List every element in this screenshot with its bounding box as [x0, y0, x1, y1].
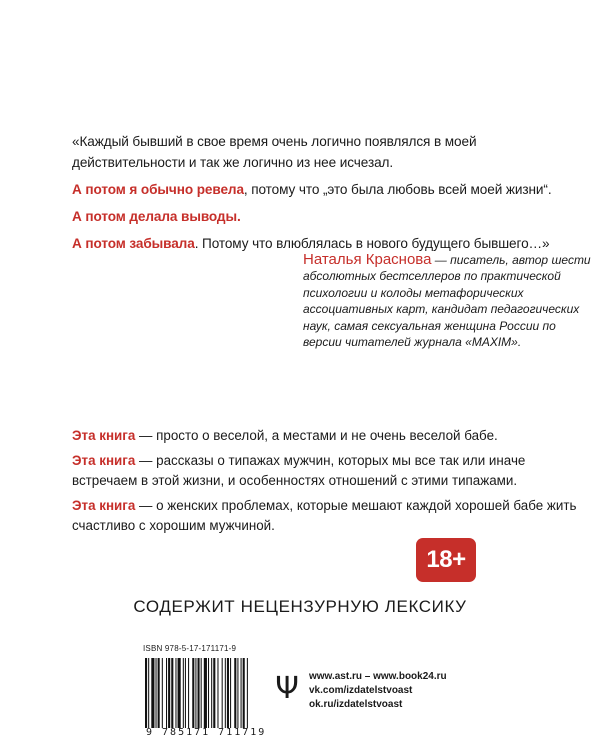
author-name: Наталья Краснова — [303, 251, 432, 268]
quote-line-1: «Каждый бывший в свое время очень логично появлялся в моей действительности и так же логично из нее исчезал. — [72, 134, 477, 170]
barcode-digits: 9 785171 711719 — [146, 727, 267, 738]
content-warning: СОДЕРЖИТ НЕЦЕНЗУРНУЮ ЛЕКСИКУ — [133, 597, 467, 616]
barcode-bar — [158, 658, 160, 728]
quote-line-2-text: , потому что „это была любовь всей моей жизни“. — [243, 182, 552, 197]
barcode-bar — [237, 658, 238, 728]
barcode-bar — [156, 658, 157, 728]
barcode-bar — [198, 658, 200, 728]
barcode-bar — [227, 658, 229, 728]
quote-line-2-highlight: А потом я обычно ревела — [72, 182, 244, 197]
link-ok[interactable]: ok.ru/izdatelstvoast — [309, 699, 403, 710]
isbn-block — [143, 644, 293, 739]
barcode-bar — [195, 658, 196, 728]
barcode-bar — [213, 658, 215, 728]
description-text: — о женских проблемах, которые мешают каждой хорошей бабе жить счастливо с хорошим мужчиной. — [72, 497, 577, 533]
barcode-bar — [201, 658, 202, 728]
description-label: Эта книга — [72, 497, 136, 513]
barcode-bar — [145, 658, 147, 728]
description-text: — рассказы о типажах мужчин, которых мы все так или иначе встречаем в этой жизни, и особенностях отношений с этими типажами. — [72, 452, 526, 488]
barcode-bar — [188, 658, 189, 728]
description-text: — просто о веселой, а местами и не очень веселой бабе. — [135, 428, 498, 443]
link-sites[interactable]: www.ast.ru – www.book24.ru — [309, 671, 447, 682]
description-item — [72, 451, 592, 492]
barcode-bar — [247, 658, 248, 728]
quote-line-2 — [72, 179, 572, 200]
barcode-bar — [192, 658, 194, 728]
publisher-logo-icon: Ψ — [275, 671, 299, 706]
quote-line-3 — [72, 206, 572, 227]
barcode-bar — [148, 658, 149, 728]
book-description — [72, 426, 592, 541]
barcode-bar — [222, 658, 223, 728]
link-vk[interactable]: vk.com/izdatelstvoast — [309, 685, 413, 696]
barcode-bar — [225, 658, 226, 728]
back-cover-quote — [72, 131, 572, 260]
author-bio-text: автор шести абсолютных бестселлеров по практической психологии и колоды метафорических ассоциативных карт, кандидат педагогических наук, самая сексуальная женщина России по версии читателей журнала «MAXIM». — [303, 253, 591, 350]
barcode-bar — [243, 658, 245, 728]
publisher-links — [309, 670, 447, 712]
barcode-bar — [217, 658, 218, 728]
quote-line-4-highlight: А потом забывала — [72, 236, 195, 251]
author-dash: — писатель, — [431, 253, 509, 267]
description-label: Эта книга — [72, 452, 136, 468]
barcode-bar — [175, 658, 176, 728]
barcode-bar — [241, 658, 242, 728]
description-item — [72, 496, 592, 537]
barcode-bar — [178, 658, 181, 728]
age-rating-badge: 18+ — [416, 538, 476, 582]
barcode-bar — [171, 658, 173, 728]
description-label: Эта книга — [72, 428, 136, 443]
barcode-bar — [162, 658, 163, 728]
quote-line-4-text: . Потому что влюблялась в нового будущего бывшего…» — [194, 236, 550, 251]
barcode-bar — [208, 658, 209, 728]
barcode-bar — [185, 658, 186, 728]
description-item — [72, 426, 592, 447]
quote-line-3-highlight: А потом делала выводы. — [72, 209, 241, 224]
barcode-bar — [151, 658, 154, 728]
barcode-bar — [183, 658, 184, 728]
barcode — [143, 654, 293, 734]
barcode-bar — [168, 658, 170, 728]
author-bio — [303, 252, 593, 350]
barcode-bar — [166, 658, 167, 728]
barcode-bar — [204, 658, 207, 728]
barcode-bar — [211, 658, 212, 728]
barcode-bar — [230, 658, 231, 728]
isbn-text: ISBN 978-5-17-171171-9 — [143, 644, 237, 653]
barcode-bar — [234, 658, 236, 728]
